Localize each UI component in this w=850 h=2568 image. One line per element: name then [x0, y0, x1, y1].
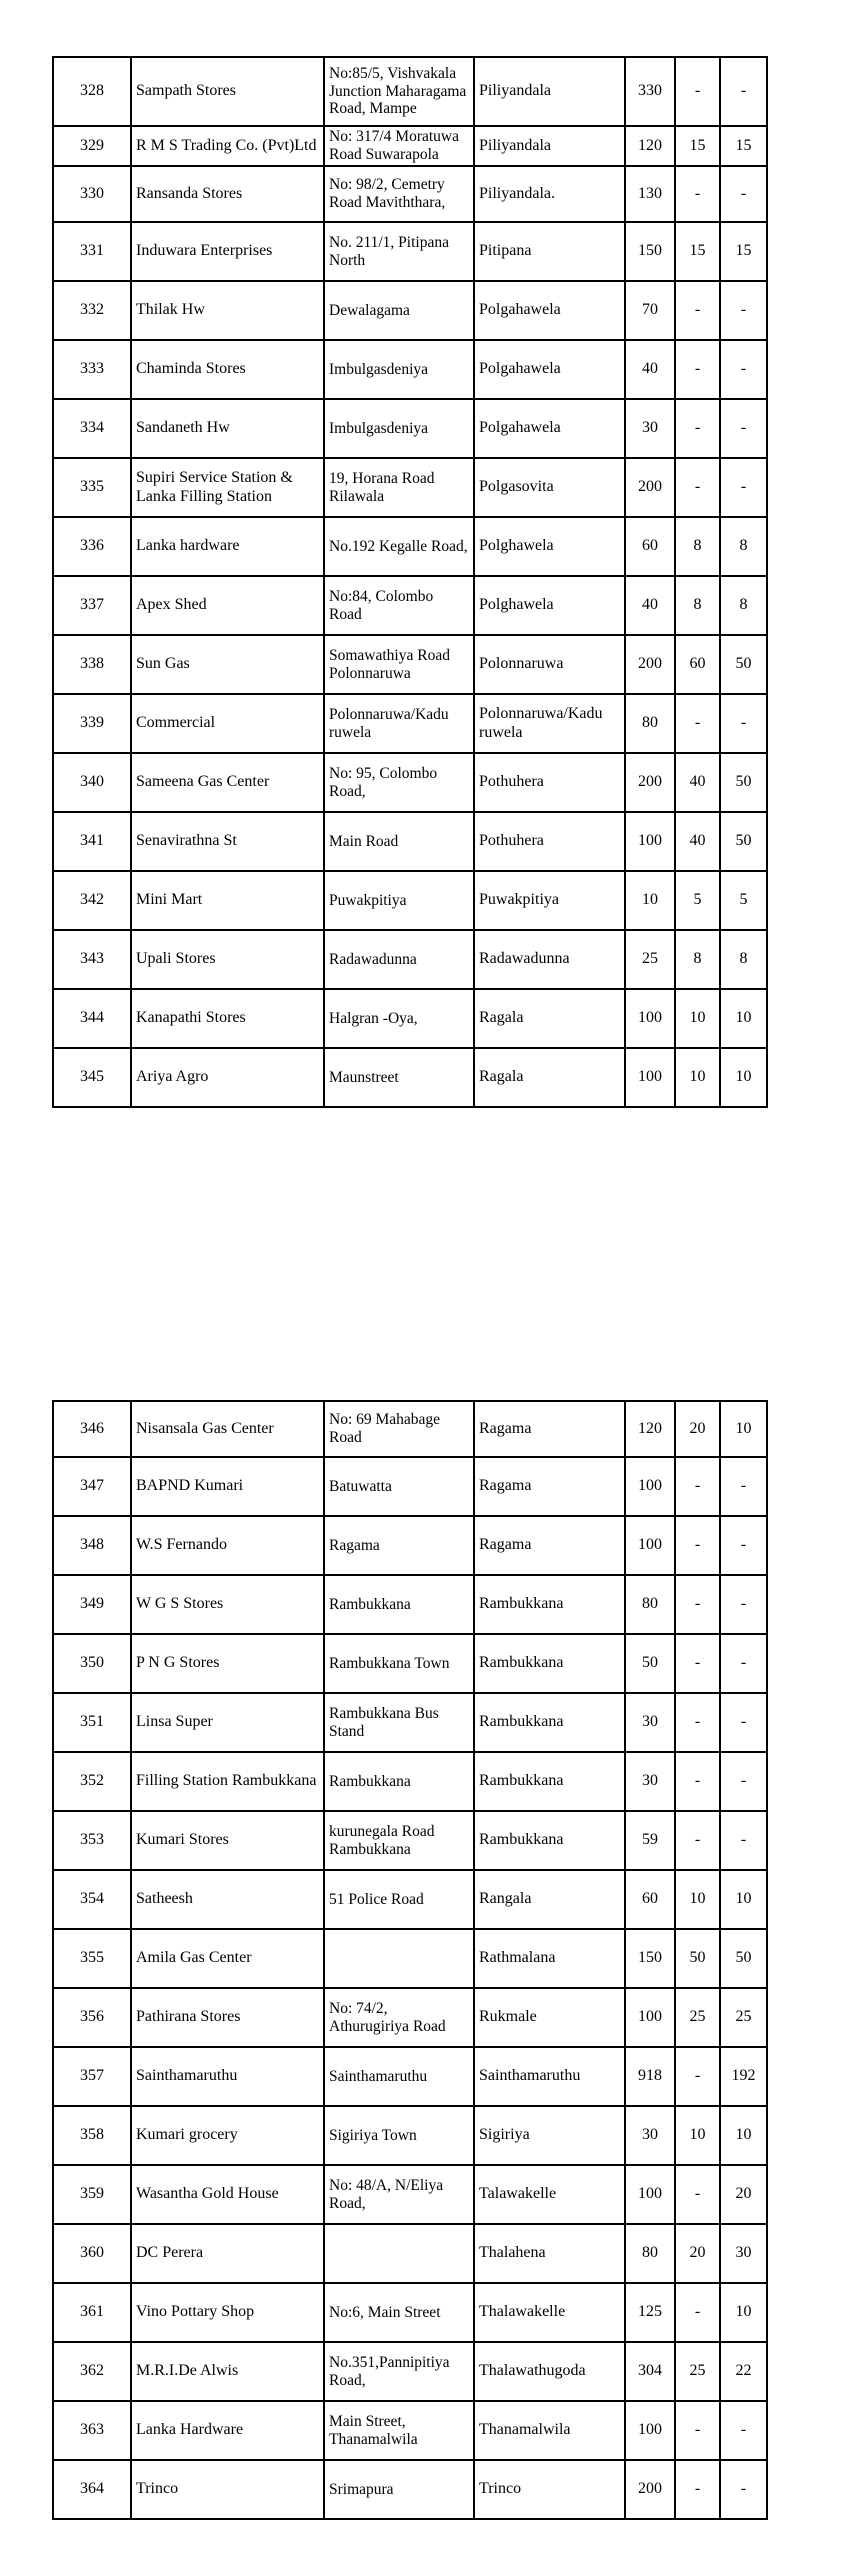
table-row: [53, 1634, 767, 1693]
table-row: [53, 2165, 767, 2224]
quantity-cell: 200: [625, 753, 675, 812]
dealer-town: Thalawakelle: [474, 2283, 625, 2342]
quantity-cell: 130: [625, 166, 675, 222]
dealer-name: Lanka Hardware: [131, 2401, 324, 2460]
dealer-name: Nisansala Gas Center: [131, 1401, 324, 1457]
dealer-town: Rangala: [474, 1870, 625, 1929]
allocation-b-cell: -: [720, 1516, 767, 1575]
dealer-address: Somawathiya Road Polonnaruwa: [324, 635, 474, 694]
row-number: 342: [53, 871, 131, 930]
row-number: 348: [53, 1516, 131, 1575]
dealer-address: No: 98/2, Cemetry Road Maviththara,: [324, 166, 474, 222]
row-number: 360: [53, 2224, 131, 2283]
row-number: 332: [53, 281, 131, 340]
allocation-b-cell: 50: [720, 635, 767, 694]
allocation-b-cell: -: [720, 1457, 767, 1516]
table-row: [53, 1929, 767, 1988]
allocation-b-cell: 30: [720, 2224, 767, 2283]
allocation-a-cell: -: [675, 1693, 720, 1752]
quantity-cell: 70: [625, 281, 675, 340]
dealer-address: Rambukkana Town: [324, 1634, 474, 1693]
row-number: 328: [53, 57, 131, 126]
allocation-a-cell: 8: [675, 930, 720, 989]
dealer-name: Satheesh: [131, 1870, 324, 1929]
allocation-a-cell: -: [675, 1575, 720, 1634]
allocation-b-cell: -: [720, 166, 767, 222]
dealer-town: Polonnaruwa: [474, 635, 625, 694]
dealer-address: Puwakpitiya: [324, 871, 474, 930]
dealer-town: Polghawela: [474, 576, 625, 635]
quantity-cell: 150: [625, 1929, 675, 1988]
table-row: [53, 1516, 767, 1575]
table-row: [53, 222, 767, 281]
dealer-address: Ragama: [324, 1516, 474, 1575]
quantity-cell: 100: [625, 812, 675, 871]
allocation-a-cell: 40: [675, 753, 720, 812]
dealer-name: Filling Station Rambukkana: [131, 1752, 324, 1811]
quantity-cell: 100: [625, 2401, 675, 2460]
allocation-b-cell: -: [720, 281, 767, 340]
allocation-a-cell: 5: [675, 871, 720, 930]
dealer-town: Polgahawela: [474, 281, 625, 340]
dealer-name: W G S Stores: [131, 1575, 324, 1634]
quantity-cell: 125: [625, 2283, 675, 2342]
table-row: [53, 930, 767, 989]
dealer-address: 51 Police Road: [324, 1870, 474, 1929]
table-row: [53, 1811, 767, 1870]
dealer-address: No:84, Colombo Road: [324, 576, 474, 635]
dealer-town: Ragama: [474, 1401, 625, 1457]
allocation-a-cell: 60: [675, 635, 720, 694]
dealer-address: Sigiriya Town: [324, 2106, 474, 2165]
dealer-address: Rambukkana Bus Stand: [324, 1693, 474, 1752]
dealer-address: No: 69 Mahabage Road: [324, 1401, 474, 1457]
table-row: [53, 1988, 767, 2047]
quantity-cell: 60: [625, 1870, 675, 1929]
quantity-cell: 304: [625, 2342, 675, 2401]
table-row: [53, 1575, 767, 1634]
quantity-cell: 50: [625, 1634, 675, 1693]
quantity-cell: 120: [625, 126, 675, 166]
allocation-a-cell: 10: [675, 2106, 720, 2165]
allocation-a-cell: -: [675, 1516, 720, 1575]
dealer-name: Kumari Stores: [131, 1811, 324, 1870]
row-number: 345: [53, 1048, 131, 1107]
row-number: 330: [53, 166, 131, 222]
row-number: 356: [53, 1988, 131, 2047]
table-row: [53, 1870, 767, 1929]
dealer-town: Piliyandala: [474, 57, 625, 126]
dealer-name: R M S Trading Co. (Pvt)Ltd: [131, 126, 324, 166]
quantity-cell: 200: [625, 2460, 675, 2519]
dealer-name: Ariya Agro: [131, 1048, 324, 1107]
dealer-address: No: 74/2, Athurugiriya Road: [324, 1988, 474, 2047]
row-number: 362: [53, 2342, 131, 2401]
dealer-address: Srimapura: [324, 2460, 474, 2519]
row-number: 352: [53, 1752, 131, 1811]
dealer-town: Polgahawela: [474, 340, 625, 399]
allocation-b-cell: 50: [720, 1929, 767, 1988]
allocation-b-cell: -: [720, 694, 767, 753]
dealer-town: Piliyandala.: [474, 166, 625, 222]
dealer-town: Piliyandala: [474, 126, 625, 166]
quantity-cell: 918: [625, 2047, 675, 2106]
table-row: [53, 871, 767, 930]
row-number: 341: [53, 812, 131, 871]
quantity-cell: 30: [625, 399, 675, 458]
row-number: 351: [53, 1693, 131, 1752]
quantity-cell: 30: [625, 1693, 675, 1752]
dealer-name: Trinco: [131, 2460, 324, 2519]
row-number: 361: [53, 2283, 131, 2342]
dealer-town: Thanamalwila: [474, 2401, 625, 2460]
allocation-b-cell: -: [720, 399, 767, 458]
allocation-a-cell: -: [675, 399, 720, 458]
row-number: 357: [53, 2047, 131, 2106]
dealer-town: Polghawela: [474, 517, 625, 576]
allocation-b-cell: -: [720, 458, 767, 517]
row-number: 339: [53, 694, 131, 753]
dealer-town: Thalawathugoda: [474, 2342, 625, 2401]
quantity-cell: 100: [625, 1457, 675, 1516]
allocation-a-cell: -: [675, 2047, 720, 2106]
allocation-b-cell: 10: [720, 1870, 767, 1929]
dealer-name: P N G Stores: [131, 1634, 324, 1693]
dealer-name: Senavirathna St: [131, 812, 324, 871]
row-number: 329: [53, 126, 131, 166]
allocation-b-cell: 10: [720, 2283, 767, 2342]
table-row: [53, 1048, 767, 1107]
allocation-a-cell: 8: [675, 517, 720, 576]
dealer-town: Polonnaruwa/Kadu ruwela: [474, 694, 625, 753]
allocation-a-cell: 10: [675, 1870, 720, 1929]
dealer-address: 19, Horana Road Rilawala: [324, 458, 474, 517]
table-row: [53, 635, 767, 694]
allocation-a-cell: -: [675, 458, 720, 517]
allocation-a-cell: -: [675, 2460, 720, 2519]
dealer-town: Ragala: [474, 989, 625, 1048]
table-row: [53, 2401, 767, 2460]
table-row: [53, 812, 767, 871]
quantity-cell: 10: [625, 871, 675, 930]
quantity-cell: 100: [625, 2165, 675, 2224]
row-number: 336: [53, 517, 131, 576]
dealer-town: Rathmalana: [474, 1929, 625, 1988]
quantity-cell: 30: [625, 1752, 675, 1811]
quantity-cell: 330: [625, 57, 675, 126]
allocation-b-cell: 15: [720, 222, 767, 281]
row-number: 358: [53, 2106, 131, 2165]
row-number: 364: [53, 2460, 131, 2519]
allocation-a-cell: 25: [675, 2342, 720, 2401]
quantity-cell: 100: [625, 1516, 675, 1575]
row-number: 344: [53, 989, 131, 1048]
table-row: [53, 458, 767, 517]
dealer-town: Polgasovita: [474, 458, 625, 517]
dealer-name: Sampath Stores: [131, 57, 324, 126]
row-number: 340: [53, 753, 131, 812]
dealer-address: [324, 1929, 474, 1988]
allocation-a-cell: -: [675, 2401, 720, 2460]
table-row: [53, 126, 767, 166]
allocation-b-cell: 8: [720, 517, 767, 576]
table-row: [53, 2106, 767, 2165]
row-number: 359: [53, 2165, 131, 2224]
allocation-b-cell: 8: [720, 930, 767, 989]
table-row: [53, 1401, 767, 1457]
allocation-a-cell: 20: [675, 2224, 720, 2283]
dealer-town: Ragala: [474, 1048, 625, 1107]
allocation-a-cell: -: [675, 1752, 720, 1811]
table-row: [53, 281, 767, 340]
table-row: [53, 1457, 767, 1516]
dealer-town: Rambukkana: [474, 1575, 625, 1634]
dealer-address: No: 95, Colombo Road,: [324, 753, 474, 812]
allocation-a-cell: 10: [675, 1048, 720, 1107]
dealer-name: Induwara Enterprises: [131, 222, 324, 281]
dealer-address: No.192 Kegalle Road,: [324, 517, 474, 576]
dealer-town: Thalahena: [474, 2224, 625, 2283]
dealer-town: Talawakelle: [474, 2165, 625, 2224]
dealer-address: Rambukkana: [324, 1752, 474, 1811]
table-row: [53, 2224, 767, 2283]
dealer-name: Apex Shed: [131, 576, 324, 635]
row-number: 353: [53, 1811, 131, 1870]
row-number: 363: [53, 2401, 131, 2460]
dealer-address: Halgran -Oya,: [324, 989, 474, 1048]
quantity-cell: 100: [625, 1988, 675, 2047]
row-number: 337: [53, 576, 131, 635]
allocation-a-cell: -: [675, 1811, 720, 1870]
dealer-name: Sameena Gas Center: [131, 753, 324, 812]
allocation-a-cell: -: [675, 281, 720, 340]
dealer-address: No:6, Main Street: [324, 2283, 474, 2342]
row-number: 333: [53, 340, 131, 399]
allocation-a-cell: 15: [675, 222, 720, 281]
dealer-address: No: 48/A, N/Eliya Road,: [324, 2165, 474, 2224]
quantity-cell: 80: [625, 2224, 675, 2283]
dealer-name: Ransanda Stores: [131, 166, 324, 222]
allocation-a-cell: -: [675, 1634, 720, 1693]
row-number: 349: [53, 1575, 131, 1634]
row-number: 346: [53, 1401, 131, 1457]
row-number: 335: [53, 458, 131, 517]
row-number: 355: [53, 1929, 131, 1988]
dealer-address: Polonnaruwa/Kadu ruwela: [324, 694, 474, 753]
dealer-name: Linsa Super: [131, 1693, 324, 1752]
quantity-cell: 30: [625, 2106, 675, 2165]
allocation-a-cell: -: [675, 2283, 720, 2342]
allocation-b-cell: 20: [720, 2165, 767, 2224]
table-row: [53, 2460, 767, 2519]
dealer-name: Commercial: [131, 694, 324, 753]
dealer-address: No: 317/4 Moratuwa Road Suwarapola: [324, 126, 474, 166]
table-row: [53, 576, 767, 635]
row-number: 347: [53, 1457, 131, 1516]
allocation-b-cell: 10: [720, 2106, 767, 2165]
allocation-b-cell: 25: [720, 1988, 767, 2047]
allocation-b-cell: 50: [720, 812, 767, 871]
dealer-name: Lanka hardware: [131, 517, 324, 576]
table-row: [53, 989, 767, 1048]
allocation-a-cell: 25: [675, 1988, 720, 2047]
dealer-address: Maunstreet: [324, 1048, 474, 1107]
quantity-cell: 80: [625, 694, 675, 753]
row-number: 354: [53, 1870, 131, 1929]
dealer-name: M.R.I.De Alwis: [131, 2342, 324, 2401]
dealer-name: Mini Mart: [131, 871, 324, 930]
allocation-b-cell: -: [720, 57, 767, 126]
allocation-b-cell: -: [720, 1575, 767, 1634]
allocation-a-cell: -: [675, 57, 720, 126]
dealer-table-page-2: [52, 1400, 768, 2520]
quantity-cell: 120: [625, 1401, 675, 1457]
dealer-town: Sainthamaruthu: [474, 2047, 625, 2106]
dealer-address: Main Road: [324, 812, 474, 871]
allocation-b-cell: 192: [720, 2047, 767, 2106]
dealer-address: Radawadunna: [324, 930, 474, 989]
allocation-b-cell: -: [720, 1752, 767, 1811]
table-row: [53, 2047, 767, 2106]
table-row: [53, 753, 767, 812]
table-row: [53, 2342, 767, 2401]
dealer-town: Pitipana: [474, 222, 625, 281]
dealer-name: Vino Pottary Shop: [131, 2283, 324, 2342]
allocation-b-cell: 10: [720, 989, 767, 1048]
dealer-town: Rambukkana: [474, 1693, 625, 1752]
dealer-address: No. 211/1, Pitipana North: [324, 222, 474, 281]
allocation-b-cell: -: [720, 340, 767, 399]
allocation-b-cell: 50: [720, 753, 767, 812]
allocation-a-cell: 8: [675, 576, 720, 635]
quantity-cell: 100: [625, 1048, 675, 1107]
allocation-a-cell: -: [675, 2165, 720, 2224]
quantity-cell: 100: [625, 989, 675, 1048]
dealer-town: Sigiriya: [474, 2106, 625, 2165]
allocation-b-cell: 10: [720, 1401, 767, 1457]
allocation-a-cell: -: [675, 694, 720, 753]
allocation-b-cell: -: [720, 2460, 767, 2519]
dealer-address: [324, 2224, 474, 2283]
dealer-name: Sandaneth Hw: [131, 399, 324, 458]
row-number: 331: [53, 222, 131, 281]
allocation-b-cell: -: [720, 1693, 767, 1752]
dealer-name: Wasantha Gold House: [131, 2165, 324, 2224]
allocation-a-cell: 10: [675, 989, 720, 1048]
dealer-address: No.351,Pannipitiya Road,: [324, 2342, 474, 2401]
dealer-town: Rukmale: [474, 1988, 625, 2047]
dealer-name: W.S Fernando: [131, 1516, 324, 1575]
row-number: 334: [53, 399, 131, 458]
dealer-town: Rambukkana: [474, 1752, 625, 1811]
dealer-town: Pothuhera: [474, 812, 625, 871]
row-number: 338: [53, 635, 131, 694]
allocation-b-cell: -: [720, 2401, 767, 2460]
dealer-town: Rambukkana: [474, 1811, 625, 1870]
dealer-name: Supiri Service Station & Lanka Filling Station: [131, 458, 324, 517]
dealer-name: Upali Stores: [131, 930, 324, 989]
allocation-a-cell: 20: [675, 1401, 720, 1457]
dealer-address: Main Street, Thanamalwila: [324, 2401, 474, 2460]
dealer-town: Puwakpitiya: [474, 871, 625, 930]
dealer-table-page-1: [52, 56, 768, 1108]
dealer-address: Imbulgasdeniya: [324, 340, 474, 399]
dealer-address: Sainthamaruthu: [324, 2047, 474, 2106]
table-row: [53, 1693, 767, 1752]
quantity-cell: 200: [625, 458, 675, 517]
quantity-cell: 59: [625, 1811, 675, 1870]
table-row: [53, 57, 767, 126]
row-number: 343: [53, 930, 131, 989]
allocation-b-cell: -: [720, 1634, 767, 1693]
dealer-address: Batuwatta: [324, 1457, 474, 1516]
dealer-town: Ragama: [474, 1457, 625, 1516]
dealer-town: Radawadunna: [474, 930, 625, 989]
row-number: 350: [53, 1634, 131, 1693]
quantity-cell: 40: [625, 340, 675, 399]
dealer-town: Trinco: [474, 2460, 625, 2519]
table-row: [53, 694, 767, 753]
dealer-name: BAPND Kumari: [131, 1457, 324, 1516]
allocation-a-cell: 50: [675, 1929, 720, 1988]
table-row: [53, 517, 767, 576]
allocation-b-cell: 10: [720, 1048, 767, 1107]
dealer-town: Ragama: [474, 1516, 625, 1575]
quantity-cell: 80: [625, 1575, 675, 1634]
quantity-cell: 200: [625, 635, 675, 694]
dealer-name: Amila Gas Center: [131, 1929, 324, 1988]
table-row: [53, 1752, 767, 1811]
allocation-b-cell: 5: [720, 871, 767, 930]
allocation-b-cell: -: [720, 1811, 767, 1870]
dealer-name: Sainthamaruthu: [131, 2047, 324, 2106]
quantity-cell: 25: [625, 930, 675, 989]
dealer-name: Chaminda Stores: [131, 340, 324, 399]
table-row: [53, 340, 767, 399]
dealer-name: Sun Gas: [131, 635, 324, 694]
dealer-name: DC Perera: [131, 2224, 324, 2283]
allocation-a-cell: -: [675, 340, 720, 399]
dealer-town: Rambukkana: [474, 1634, 625, 1693]
dealer-address: Imbulgasdeniya: [324, 399, 474, 458]
dealer-name: Kumari grocery: [131, 2106, 324, 2165]
allocation-a-cell: 15: [675, 126, 720, 166]
allocation-a-cell: -: [675, 1457, 720, 1516]
allocation-b-cell: 8: [720, 576, 767, 635]
allocation-b-cell: 22: [720, 2342, 767, 2401]
allocation-a-cell: -: [675, 166, 720, 222]
dealer-town: Polgahawela: [474, 399, 625, 458]
allocation-b-cell: 15: [720, 126, 767, 166]
dealer-town: Pothuhera: [474, 753, 625, 812]
dealer-name: Pathirana Stores: [131, 1988, 324, 2047]
dealer-address: Dewalagama: [324, 281, 474, 340]
quantity-cell: 150: [625, 222, 675, 281]
dealer-address: No:85/5, Vishvakala Junction Maharagama Road, Mampe: [324, 57, 474, 126]
dealer-name: Thilak Hw: [131, 281, 324, 340]
allocation-a-cell: 40: [675, 812, 720, 871]
table-row: [53, 2283, 767, 2342]
quantity-cell: 40: [625, 576, 675, 635]
table-row: [53, 166, 767, 222]
dealer-address: Rambukkana: [324, 1575, 474, 1634]
quantity-cell: 60: [625, 517, 675, 576]
table-row: [53, 399, 767, 458]
dealer-address: kurunegala Road Rambukkana: [324, 1811, 474, 1870]
dealer-name: Kanapathi Stores: [131, 989, 324, 1048]
